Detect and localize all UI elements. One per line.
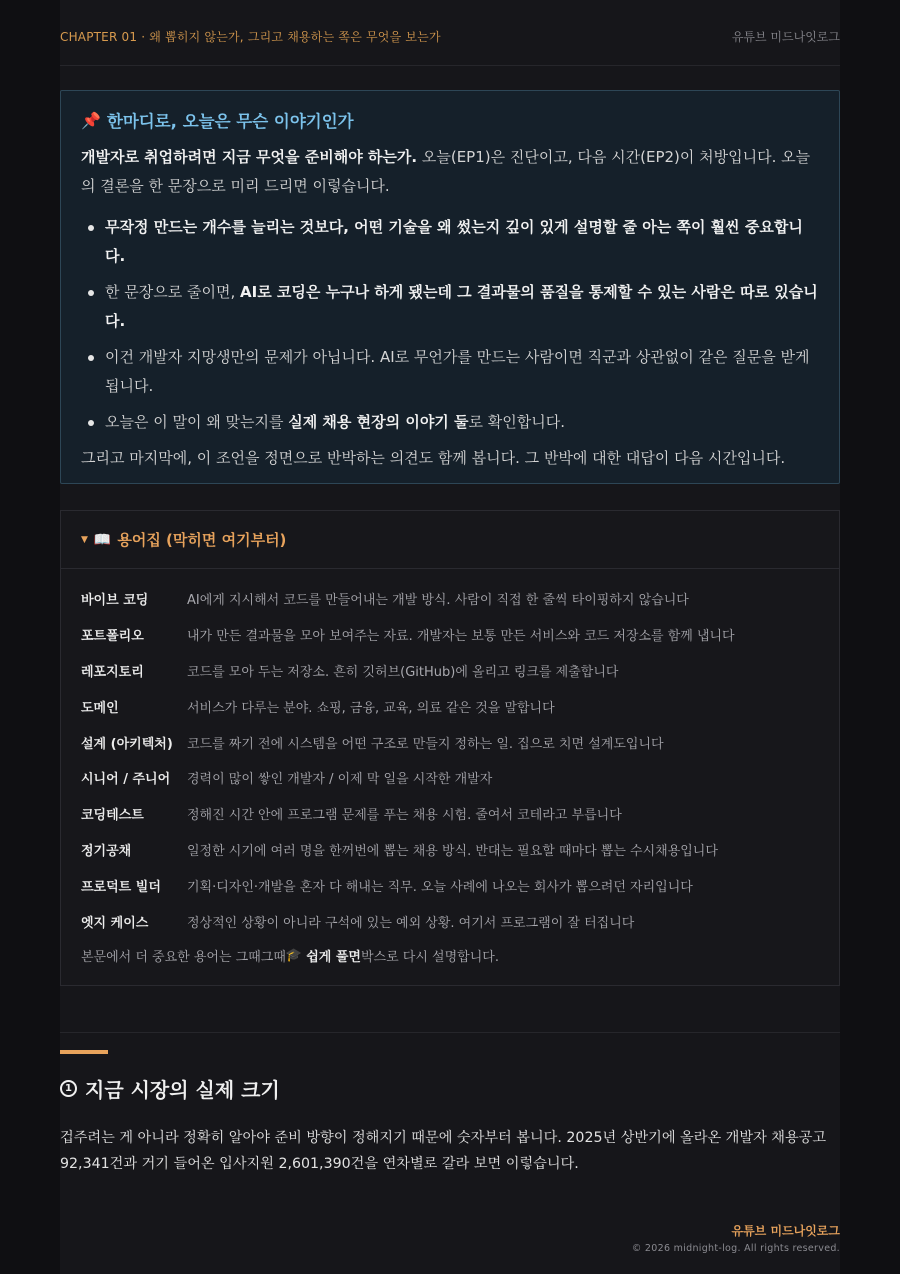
glossary-definition: 일정한 시기에 여러 명을 한꺼번에 뽑는 채용 방식. 반대는 필요할 때마다 뽑는 수시채용입니다 — [187, 843, 718, 859]
bullet-strong: AI로 코딩은 누구나 하게 됐는데 그 결과물의 품질을 통제할 수 있는 사람은 따로 있습니다. — [105, 283, 818, 330]
summary-intro-strong: 개발자로 취업하려면 지금 무엇을 준비해야 하는가. — [81, 148, 418, 166]
bullet-strong: 무작정 만드는 개수를 늘리는 것보다, 어떤 기술을 왜 썼는지 깊이 있게 설명할 줄 아는 쪽이 훨씬 중요합니다. — [105, 218, 803, 265]
section-1 — [60, 1050, 840, 1177]
glossary-note-strong: 쉽게 풀면 — [306, 950, 361, 966]
glossary-term: 설계 (아키텍처) — [81, 736, 173, 752]
glossary-row — [81, 832, 819, 868]
glossary-row — [81, 867, 819, 903]
summary-intro — [81, 143, 819, 201]
glossary-box — [60, 510, 840, 986]
glossary-term: 엣지 케이스 — [81, 915, 149, 931]
glossary-term: 바이브 코딩 — [81, 593, 149, 609]
glossary-term: 프로덕트 빌더 — [81, 879, 161, 895]
glossary-definition: 코드를 짜기 전에 시스템을 어떤 구조로 만들지 정하는 일. 집으로 치면 설계도입니다 — [187, 736, 664, 752]
glossary-term: 레포지토리 — [81, 664, 144, 680]
bullet-text: 오늘은 이 말이 왜 맞는지를 — [105, 413, 289, 431]
left-margin — [0, 0, 60, 1274]
page-header — [60, 0, 840, 66]
glossary-row — [81, 688, 819, 724]
section-number-badge: 1 — [60, 1080, 77, 1097]
summary-bullet — [81, 408, 819, 437]
glossary-definition: 정해진 시간 안에 프로그램 문제를 푸는 채용 시험. 줄여서 코테라고 부릅니다 — [187, 808, 622, 824]
chapter-title: CHAPTER 01 · 왜 뽑히지 않는가, 그리고 채용하는 쪽은 무엇을 보는가 — [60, 30, 441, 44]
glossary-note-text: 박스로 다시 설명합니다. — [361, 950, 499, 966]
summary-bullets — [81, 213, 819, 437]
right-margin — [840, 0, 900, 1274]
summary-outro: 그리고 마지막에, 이 조언을 정면으로 반박하는 의견도 함께 봅니다. 그 반박에 대한 대답이 다음 시간입니다. — [81, 449, 786, 467]
glossary-note-text: 본문에서 더 중요한 용어는 그때그때 — [81, 950, 286, 966]
glossary-definition: 기획·디자인·개발을 혼자 다 해내는 직무. 오늘 사례에 나오는 회사가 뽑으려던 자리입니다 — [187, 879, 693, 895]
glossary-row — [81, 653, 819, 689]
section-body: 겁주려는 게 아니라 정확히 알아야 준비 방향이 정해지기 때문에 숫자부터 봅니다. 2025년 상반기에 올라온 개발자 채용공고 92,341건과 거기 들어온 입사지원 2,601,390건을 연차별로 갈라 보면 이렇습니다. — [60, 1130, 827, 1172]
glossary-term: 도메인 — [81, 700, 119, 716]
footer-copyright: © 2026 midnight-log. All rights reserved. — [631, 1243, 840, 1254]
glossary-title: 용어집 (막히면 여기부터) — [117, 531, 287, 549]
glossary-row — [81, 617, 819, 653]
glossary-definition: 정상적인 상황이 아니라 구석에 있는 예외 상황. 여기서 프로그램이 잘 터집니다 — [187, 915, 635, 931]
bullet-text: 이건 개발자 지망생만의 문제가 아닙니다. AI로 무언가를 만드는 사람이면 직군과 상관없이 같은 질문을 받게 됩니다. — [105, 348, 810, 395]
disclosure-triangle-icon: ▼ — [81, 534, 88, 545]
glossary-note — [81, 939, 819, 973]
header-brand: 유튜브 미드나잇로그 — [731, 30, 840, 44]
summary-bullet — [81, 278, 819, 336]
pushpin-icon: 📌 — [81, 110, 101, 130]
summary-title — [81, 109, 819, 131]
open-book-icon: 📖 — [93, 531, 112, 548]
glossary-term: 시니어 / 주니어 — [81, 772, 171, 788]
section-title-text: 지금 시장의 실제 크기 — [85, 1078, 280, 1102]
summary-box — [60, 90, 840, 484]
bullet-text: 한 문장으로 줄이면, — [105, 283, 240, 301]
glossary-term: 포트폴리오 — [81, 629, 144, 645]
glossary-row — [81, 796, 819, 832]
bullet-strong: 실제 채용 현장의 이야기 둘 — [288, 413, 469, 431]
glossary-row — [81, 760, 819, 796]
glossary-term: 정기공채 — [81, 843, 132, 859]
glossary-definition: 서비스가 다루는 분야. 쇼핑, 금융, 교육, 의료 같은 것을 말합니다 — [187, 700, 555, 716]
glossary-definition: 코드를 모아 두는 저장소. 흔히 깃허브(GitHub)에 올리고 링크를 제출합니다 — [187, 664, 619, 680]
section-divider — [60, 1032, 840, 1033]
section-title — [60, 1074, 840, 1103]
glossary-row — [81, 903, 819, 939]
glossary-row — [81, 724, 819, 760]
glossary-row — [81, 581, 819, 617]
glossary-toggle[interactable] — [61, 511, 839, 569]
graduation-cap-icon: 🎓 — [285, 948, 303, 964]
bullet-text: 로 확인합니다. — [468, 413, 565, 431]
summary-bullet — [81, 213, 819, 271]
summary-title-text: 한마디로, 오늘은 무슨 이야기인가 — [106, 112, 354, 131]
glossary-term: 코딩테스트 — [81, 808, 144, 824]
summary-bullet — [81, 343, 819, 401]
glossary-definition: AI에게 지시해서 코드를 만들어내는 개발 방식. 사람이 직접 한 줄씩 타이핑하지 않습니다 — [187, 593, 689, 609]
footer-brand: 유튜브 미드나잇로그 — [731, 1224, 840, 1238]
document-page — [60, 0, 840, 1274]
glossary-definition: 내가 만든 결과물을 모아 보여주는 자료. 개발자는 보통 만든 서비스와 코드 저장소를 함께 냅니다 — [187, 629, 735, 645]
summary-intro-text: 오늘(EP1)은 진단이고, 다음 시간(EP2)이 처방입니다. 오늘의 결론을 한 문장으로 미리 드리면 이렇습니다. — [81, 148, 811, 195]
page-footer — [632, 1222, 840, 1254]
section-accent-bar — [60, 1050, 108, 1054]
glossary-list — [61, 569, 839, 973]
glossary-definition: 경력이 많이 쌓인 개발자 / 이제 막 일을 시작한 개발자 — [187, 772, 493, 788]
